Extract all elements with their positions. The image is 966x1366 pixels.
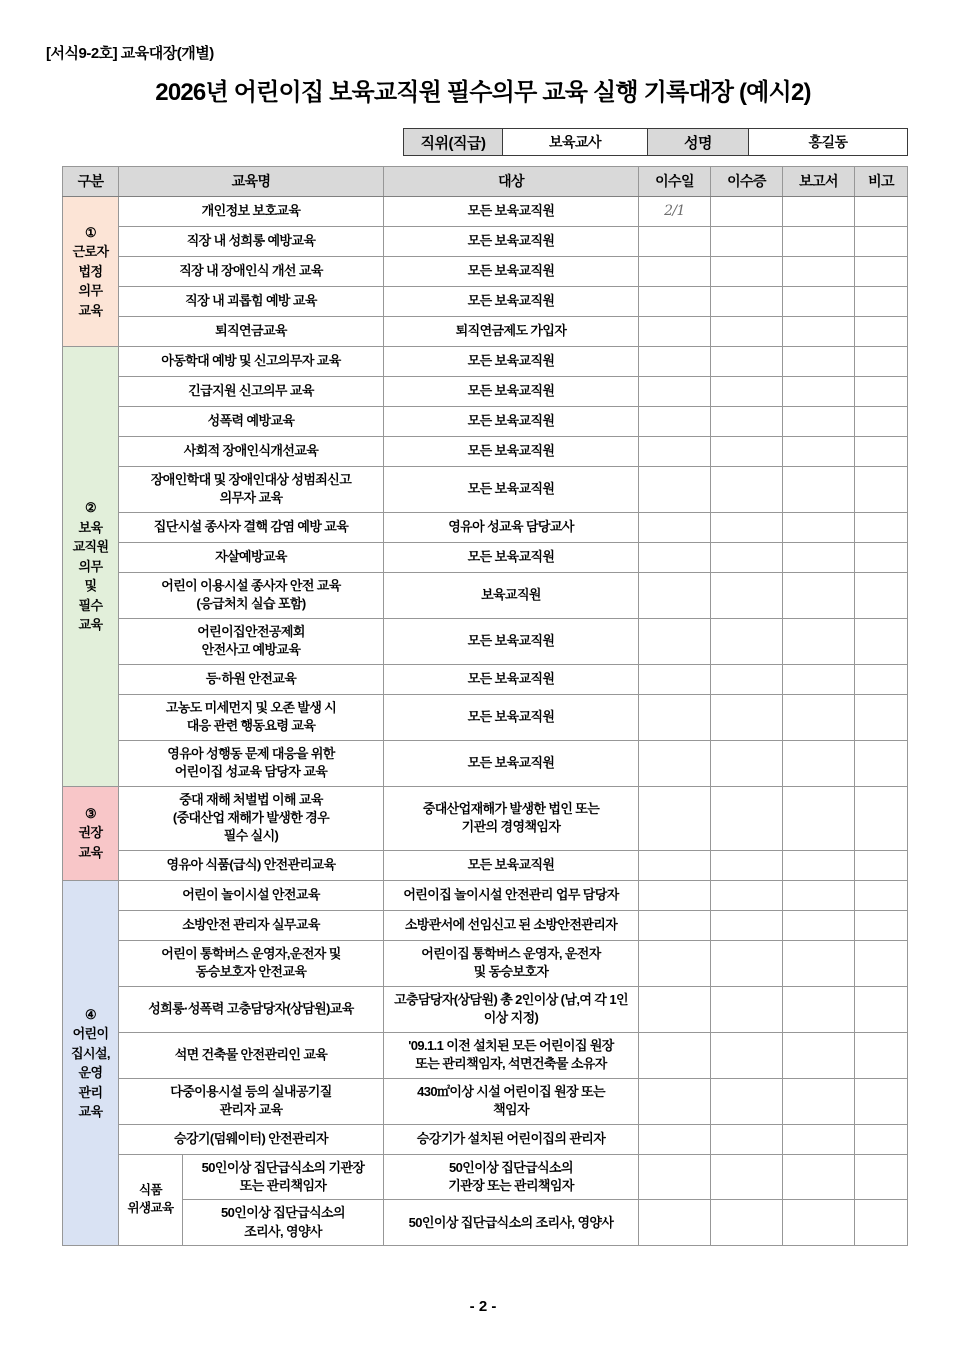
certificate-cell	[711, 850, 783, 880]
table-row	[63, 786, 908, 850]
target-cell: 50인이상 집단급식소의 조리사, 영양사	[384, 1200, 639, 1246]
table-row	[63, 880, 908, 910]
table-row	[63, 664, 908, 694]
completion-date-cell	[639, 317, 711, 347]
completion-date-cell	[639, 512, 711, 542]
certificate-cell	[711, 1154, 783, 1200]
certificate-cell	[711, 347, 783, 377]
note-cell	[855, 1078, 908, 1124]
certificate-cell	[711, 664, 783, 694]
certificate-cell	[711, 437, 783, 467]
table-row	[63, 1154, 908, 1200]
table-row	[63, 197, 908, 227]
completion-date-cell	[639, 572, 711, 618]
education-name-cell: 퇴직연금교육	[119, 317, 384, 347]
report-cell	[783, 257, 855, 287]
note-cell	[855, 986, 908, 1032]
target-cell: 모든 보육교직원	[384, 694, 639, 740]
target-cell: 중대산업재해가 발생한 법인 또는 기관의 경영책임자	[384, 786, 639, 850]
certificate-cell	[711, 467, 783, 513]
completion-date-cell	[639, 786, 711, 850]
certificate-cell	[711, 986, 783, 1032]
table-row	[63, 740, 908, 786]
report-cell	[783, 880, 855, 910]
note-cell	[855, 257, 908, 287]
education-name-cell: 어린이집안전공제회 안전사고 예방교육	[119, 618, 384, 664]
report-cell	[783, 227, 855, 257]
table-row	[63, 542, 908, 572]
completion-date-cell	[639, 287, 711, 317]
table-row	[63, 1078, 908, 1124]
note-cell	[855, 740, 908, 786]
note-cell	[855, 910, 908, 940]
certificate-cell	[711, 572, 783, 618]
target-cell: 50인이상 집단급식소의 기관장 또는 관리책임자	[384, 1154, 639, 1200]
education-name-cell: 다중이용시설 등의 실내공기질 관리자 교육	[119, 1078, 384, 1124]
note-cell	[855, 317, 908, 347]
target-cell: 모든 보육교직원	[384, 437, 639, 467]
note-cell	[855, 1124, 908, 1154]
report-cell	[783, 664, 855, 694]
report-cell	[783, 850, 855, 880]
report-cell	[783, 377, 855, 407]
certificate-cell	[711, 740, 783, 786]
completion-date-cell	[639, 880, 711, 910]
education-name-cell: 고농도 미세먼지 및 오존 발생 시 대응 관련 행동요령 교육	[119, 694, 384, 740]
table-row	[63, 437, 908, 467]
col-header-education-name: 교육명	[119, 167, 384, 197]
report-cell	[783, 287, 855, 317]
target-cell: 모든 보육교직원	[384, 407, 639, 437]
certificate-cell	[711, 512, 783, 542]
education-name-cell: 장애인학대 및 장애인대상 성범죄신고 의무자 교육	[119, 467, 384, 513]
col-header-certificate: 이수증	[711, 167, 783, 197]
target-cell: 고충담당자(상담원) 총 2인이상 (남,여 각 1인 이상 지정)	[384, 986, 639, 1032]
page-number: - 2 -	[469, 1298, 497, 1315]
education-name-cell: 성희롱·성폭력 고충담당자(상담원)교육	[119, 986, 384, 1032]
table-row	[63, 227, 908, 257]
education-name-cell: 집단시설 종사자 결핵 감염 예방 교육	[119, 512, 384, 542]
education-name-cell: 등·하원 안전교육	[119, 664, 384, 694]
education-name-cell: 개인정보 보호교육	[119, 197, 384, 227]
target-cell: 모든 보육교직원	[384, 740, 639, 786]
completion-date-cell	[639, 467, 711, 513]
report-cell	[783, 986, 855, 1032]
table-row	[63, 317, 908, 347]
completion-date-cell	[639, 986, 711, 1032]
target-cell: 모든 보육교직원	[384, 850, 639, 880]
report-cell	[783, 618, 855, 664]
completion-date-cell	[639, 437, 711, 467]
report-cell	[783, 910, 855, 940]
completion-date-cell	[639, 850, 711, 880]
report-cell	[783, 407, 855, 437]
table-row	[63, 1124, 908, 1154]
target-cell: 승강기가 설치된 어린이집의 관리자	[384, 1124, 639, 1154]
note-cell	[855, 1154, 908, 1200]
target-cell: '09.1.1 이전 설치된 모든 어린이집 원장 또는 관리책임자, 석면건축물 소유자	[384, 1032, 639, 1078]
certificate-cell	[711, 880, 783, 910]
education-name-cell: 50인이상 집단급식소의 조리사, 영양사	[183, 1200, 384, 1246]
education-name-cell: 영유아 성행동 문제 대응을 위한 어린이집 성교육 담당자 교육	[119, 740, 384, 786]
report-cell	[783, 542, 855, 572]
target-cell: 모든 보육교직원	[384, 227, 639, 257]
report-cell	[783, 1154, 855, 1200]
certificate-cell	[711, 1032, 783, 1078]
name-label: 성명	[648, 129, 749, 156]
page-title: 2026년 어린이집 보육교직원 필수의무 교육 실행 기록대장 (예시2)	[155, 79, 811, 106]
report-cell	[783, 437, 855, 467]
target-cell: 어린이집 놀이시설 안전관리 업무 담당자	[384, 880, 639, 910]
target-cell: 어린이집 통학버스 운영자, 운전자 및 동승보호자	[384, 940, 639, 986]
table-row	[63, 1200, 908, 1246]
note-cell	[855, 618, 908, 664]
table-row	[63, 850, 908, 880]
report-cell	[783, 1078, 855, 1124]
section-label: ② 보육 교직원 의무 및 필수 교육	[63, 347, 119, 787]
completion-date-cell: 2/1	[639, 197, 711, 227]
target-cell: 모든 보육교직원	[384, 542, 639, 572]
col-header-completion-date: 이수일	[639, 167, 711, 197]
target-cell: 퇴직연금제도 가입자	[384, 317, 639, 347]
education-name-cell: 사회적 장애인식개선교육	[119, 437, 384, 467]
report-cell	[783, 1200, 855, 1246]
col-header-category: 구분	[63, 167, 119, 197]
note-cell	[855, 377, 908, 407]
target-cell: 영유아 성교육 담당교사	[384, 512, 639, 542]
note-cell	[855, 287, 908, 317]
note-cell	[855, 1200, 908, 1246]
completion-date-cell	[639, 664, 711, 694]
note-cell	[855, 437, 908, 467]
education-name-cell: 직장 내 성희롱 예방교육	[119, 227, 384, 257]
certificate-cell	[711, 317, 783, 347]
target-cell: 보육교직원	[384, 572, 639, 618]
certificate-cell	[711, 377, 783, 407]
certificate-cell	[711, 1200, 783, 1246]
completion-date-cell	[639, 347, 711, 377]
certificate-cell	[711, 257, 783, 287]
report-cell	[783, 694, 855, 740]
completion-date-cell	[639, 1078, 711, 1124]
target-cell: 모든 보육교직원	[384, 664, 639, 694]
note-cell	[855, 467, 908, 513]
report-cell	[783, 197, 855, 227]
certificate-cell	[711, 227, 783, 257]
staff-info-table	[403, 128, 908, 156]
completion-date-cell	[639, 377, 711, 407]
report-cell	[783, 786, 855, 850]
completion-date-cell	[639, 227, 711, 257]
note-cell	[855, 1032, 908, 1078]
table-row	[63, 1032, 908, 1078]
target-cell: 모든 보육교직원	[384, 618, 639, 664]
note-cell	[855, 227, 908, 257]
completion-date-cell	[639, 1032, 711, 1078]
completion-date-cell	[639, 694, 711, 740]
target-cell: 모든 보육교직원	[384, 467, 639, 513]
table-row	[63, 467, 908, 513]
report-cell	[783, 347, 855, 377]
position-label: 직위(직급)	[404, 129, 503, 156]
table-row	[63, 347, 908, 377]
note-cell	[855, 940, 908, 986]
col-header-note: 비고	[855, 167, 908, 197]
report-cell	[783, 1032, 855, 1078]
section-label: ④ 어린이 집시설, 운영 관리 교육	[63, 880, 119, 1245]
table-row	[63, 986, 908, 1032]
education-name-cell: 승강기(덤웨이터) 안전관리자	[119, 1124, 384, 1154]
note-cell	[855, 347, 908, 377]
report-cell	[783, 572, 855, 618]
form-note: [서식9-2호] 교육대장(개별)	[46, 45, 214, 62]
target-cell: 소방관서에 선임신고 된 소방안전관리자	[384, 910, 639, 940]
report-cell	[783, 317, 855, 347]
certificate-cell	[711, 910, 783, 940]
table-row	[63, 287, 908, 317]
table-row	[63, 572, 908, 618]
certificate-cell	[711, 786, 783, 850]
table-row	[63, 940, 908, 986]
completion-date-cell	[639, 1200, 711, 1246]
certificate-cell	[711, 694, 783, 740]
education-name-cell: 50인이상 집단급식소의 기관장 또는 관리책임자	[183, 1154, 384, 1200]
education-name-cell: 직장 내 괴롭힘 예방 교육	[119, 287, 384, 317]
education-name-cell: 중대 재해 처벌법 이해 교육 (중대산업 재해가 발생한 경우 필수 실시)	[119, 786, 384, 850]
note-cell	[855, 786, 908, 850]
completion-date-cell	[639, 940, 711, 986]
staff-info-row	[404, 129, 908, 156]
education-name-cell: 긴급지원 신고의무 교육	[119, 377, 384, 407]
table-row	[63, 618, 908, 664]
target-cell: 모든 보육교직원	[384, 347, 639, 377]
education-name-cell: 어린이 놀이시설 안전교육	[119, 880, 384, 910]
education-name-cell: 자살예방교육	[119, 542, 384, 572]
position-value: 보육교사	[503, 129, 648, 156]
report-cell	[783, 467, 855, 513]
name-value: 홍길동	[749, 129, 908, 156]
report-cell	[783, 1124, 855, 1154]
report-cell	[783, 740, 855, 786]
certificate-cell	[711, 1078, 783, 1124]
completion-date-cell	[639, 542, 711, 572]
table-row	[63, 910, 908, 940]
report-cell	[783, 940, 855, 986]
col-header-target: 대상	[384, 167, 639, 197]
note-cell	[855, 572, 908, 618]
certificate-cell	[711, 542, 783, 572]
certificate-cell	[711, 618, 783, 664]
education-name-cell: 소방안전 관리자 실무교육	[119, 910, 384, 940]
note-cell	[855, 850, 908, 880]
table-header-row	[63, 167, 908, 197]
target-cell: 모든 보육교직원	[384, 287, 639, 317]
certificate-cell	[711, 1124, 783, 1154]
section-label: ① 근로자 법정 의무 교육	[63, 197, 119, 347]
note-cell	[855, 542, 908, 572]
completion-date-cell	[639, 910, 711, 940]
education-name-cell: 어린이 통학버스 운영자,운전자 및 동승보호자 안전교육	[119, 940, 384, 986]
target-cell: 모든 보육교직원	[384, 197, 639, 227]
completion-date-cell	[639, 740, 711, 786]
target-cell: 모든 보육교직원	[384, 257, 639, 287]
table-row	[63, 377, 908, 407]
certificate-cell	[711, 197, 783, 227]
table-row	[63, 257, 908, 287]
table-row	[63, 694, 908, 740]
education-name-cell: 성폭력 예방교육	[119, 407, 384, 437]
certificate-cell	[711, 407, 783, 437]
col-header-report: 보고서	[783, 167, 855, 197]
education-record-table	[62, 166, 908, 1246]
education-name-cell: 어린이 이용시설 종사자 안전 교육 (응급처치 실습 포함)	[119, 572, 384, 618]
note-cell	[855, 512, 908, 542]
food-hygiene-sublabel: 식품 위생교육	[119, 1154, 183, 1246]
completion-date-cell	[639, 1154, 711, 1200]
report-cell	[783, 512, 855, 542]
note-cell	[855, 197, 908, 227]
target-cell: 430㎡이상 시설 어린이집 원장 또는 책임자	[384, 1078, 639, 1124]
education-name-cell: 직장 내 장애인식 개선 교육	[119, 257, 384, 287]
education-name-cell: 영유아 식품(급식) 안전관리교육	[119, 850, 384, 880]
education-name-cell: 아동학대 예방 및 신고의무자 교육	[119, 347, 384, 377]
note-cell	[855, 694, 908, 740]
note-cell	[855, 407, 908, 437]
completion-date-cell	[639, 618, 711, 664]
completion-date-cell	[639, 1124, 711, 1154]
table-row	[63, 512, 908, 542]
target-cell: 모든 보육교직원	[384, 377, 639, 407]
table-row	[63, 407, 908, 437]
education-name-cell: 석면 건축물 안전관리인 교육	[119, 1032, 384, 1078]
certificate-cell	[711, 287, 783, 317]
section-label: ③ 권장 교육	[63, 786, 119, 880]
note-cell	[855, 664, 908, 694]
certificate-cell	[711, 940, 783, 986]
completion-date-cell	[639, 407, 711, 437]
note-cell	[855, 880, 908, 910]
completion-date-cell	[639, 257, 711, 287]
